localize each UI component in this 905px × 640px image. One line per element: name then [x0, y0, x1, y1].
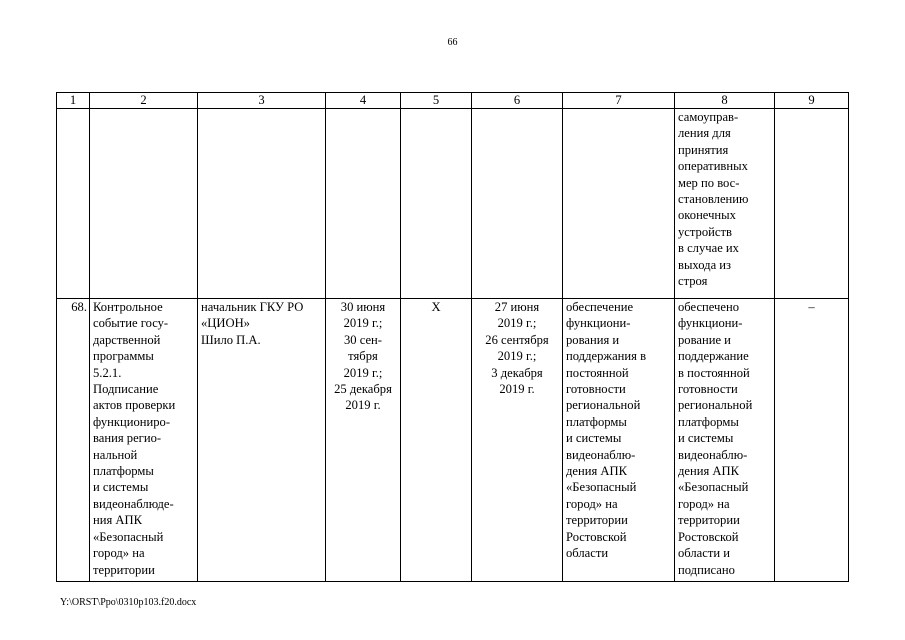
table-row-continuation [57, 109, 849, 299]
column-header: 3 [198, 93, 326, 109]
table-row-68 [57, 299, 849, 582]
column-9-value: – [775, 299, 849, 582]
column-5-value: Х [401, 299, 472, 582]
table-cell [90, 109, 198, 299]
column-header: 1 [57, 93, 90, 109]
row-number: 68. [57, 299, 90, 582]
table-cell [326, 109, 401, 299]
column-header: 8 [675, 93, 775, 109]
footer-file-path: Y:\ORST\Ppo\0310p103.f20.docx [60, 597, 197, 608]
column-header: 7 [563, 93, 675, 109]
actual-dates: 27 июня 2019 г.; 26 сентября 2019 г.; 3 декабря 2019 г. [472, 299, 563, 582]
table-cell [472, 109, 563, 299]
event-description: Контрольное событие госу- дарственной программы 5.2.1. Подписание актов проверки функциониро- вания регио- нальной платформы и системы видеонаблюде- ния АПК «Безопасный город» на территории [90, 299, 198, 582]
actual-result: обеспечено функциони- рование и поддержание в постоянной готовности региональной платформы и системы видеонаблю- дения АПК «Безопасный город» на территории Ростовской области и подписано [675, 299, 775, 582]
column-header: 4 [326, 93, 401, 109]
column-header: 2 [90, 93, 198, 109]
table-cell [198, 109, 326, 299]
report-table [56, 92, 849, 582]
planned-result: обеспечение функциони- рования и поддержания в постоянной готовности региональной платформы и системы видеонаблю- дения АПК «Безопасный город» на территории Ростовской области [563, 299, 675, 582]
planned-dates: 30 июня 2019 г.; 30 сен- тября 2019 г.; 25 декабря 2019 г. [326, 299, 401, 582]
table-cell [563, 109, 675, 299]
table-cell [775, 109, 849, 299]
column-header: 6 [472, 93, 563, 109]
page-number: 66 [447, 37, 458, 48]
table-header-row [57, 93, 849, 109]
actual-result-continuation: самоуправ- ления для принятия оперативных мер по вос- становлению оконечных устройств в случае их выхода из строя [675, 109, 775, 299]
column-header: 9 [775, 93, 849, 109]
table-cell [401, 109, 472, 299]
column-header: 5 [401, 93, 472, 109]
responsible-person: начальник ГКУ РО «ЦИОН» Шило П.А. [198, 299, 326, 582]
table-cell [57, 109, 90, 299]
